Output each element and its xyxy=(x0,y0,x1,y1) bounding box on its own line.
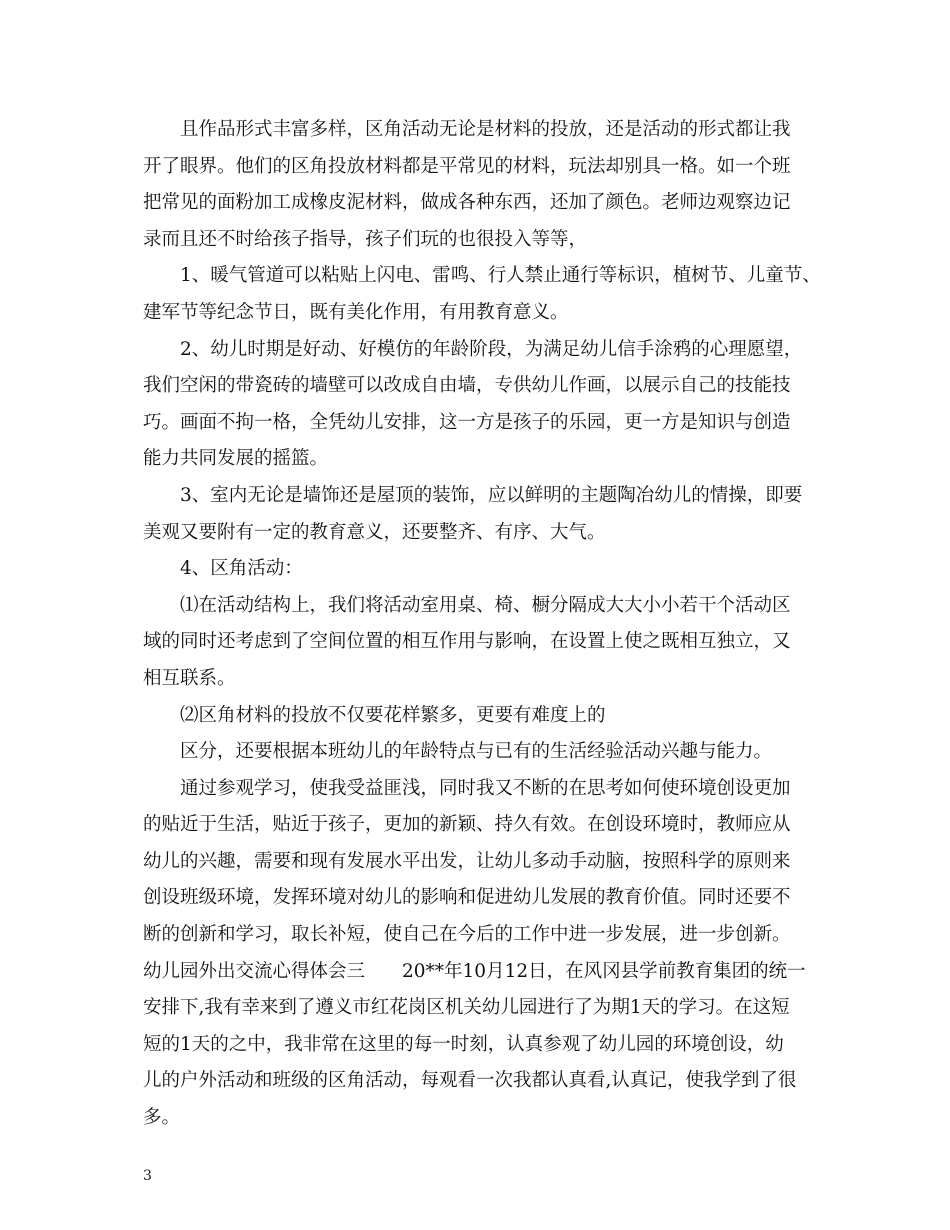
text-line: 我们空闲的带瓷砖的墙壁可以改成自由墙，专供幼儿作画，以展示自己的技能技 xyxy=(143,375,791,397)
text-line: 2、幼儿时期是好动、好模仿的年龄阶段，为满足幼儿信手涂鸦的心理愿望， xyxy=(180,338,803,360)
text-line: 安排下,我有幸来到了遵义市红花岗区机关幼儿园进行了为期1天的学习。在这短 xyxy=(143,997,790,1019)
text-line: 能力共同发展的摇篮。 xyxy=(143,448,329,470)
text-line: 且作品形式丰富多样，区角活动无论是材料的投放，还是活动的形式都让我 xyxy=(180,119,791,140)
text-line: 通过参观学习，使我受益匪浅，同时我又不断的在思考如何使环境创设更加 xyxy=(180,777,791,799)
text-line: 儿的户外活动和班级的区角活动，每观看一次我都认真看,认真记，使我学到了很 xyxy=(143,1070,797,1092)
page-number: 3 xyxy=(143,1168,152,1184)
text-line: 4、区角活动： xyxy=(180,558,303,580)
text-line: 录而且还不时给孩子指导，孩子们玩的也很投入等等， xyxy=(143,228,588,250)
text-line: 的贴近于生活，贴近于孩子，更加的新颖、持久有效。在创设环境时，教师应从 xyxy=(143,814,791,836)
text-line: 区分，还要根据本班幼儿的年龄特点与已有的生活经验活动兴趣与能力。 xyxy=(180,741,773,763)
text-line: 幼儿园外出交流心得体会三 20**年10月12日，在风冈县学前教育集团的统一 xyxy=(143,960,806,982)
text-line: 巧。画面不拘一格，全凭幼儿安排，这一方是孩子的乐园，更一方是知识与创造 xyxy=(143,411,791,433)
text-line: 3、室内无论是墙饰还是屋顶的装饰，应以鲜明的主题陶冶幼儿的情操，即要 xyxy=(180,484,803,506)
body-text xyxy=(143,112,821,1137)
text-line: 域的同时还考虑到了空间位置的相互作用与影响，在设置上使之既相互独立，又 xyxy=(143,631,791,653)
text-line: 相互联系。 xyxy=(143,667,236,689)
text-line: 幼儿的兴趣，需要和现有发展水平出发，让幼儿多动手动脑，按照科学的原则来 xyxy=(143,850,791,872)
text-line: 开了眼界。他们的区角投放材料都是平常见的材料，玩法却别具一格。如一个班 xyxy=(143,155,791,177)
text-line: 断的创新和学习，取长补短，使自己在今后的工作中进一步发展，进一步创新。 xyxy=(143,924,791,946)
text-line: 创设班级环境，发挥环境对幼儿的影响和促进幼儿发展的教育价值。同时还要不 xyxy=(143,887,791,909)
text-line: 把常见的面粉加工成橡皮泥材料，做成各种东西，还加了颜色。老师边观察边记 xyxy=(143,192,791,214)
text-line: ⑵区角材料的投放不仅要花样繁多，更要有难度上的 xyxy=(180,704,606,726)
text-line: ⑴在活动结构上，我们将活动室用桌、椅、橱分隔成大大小小若干个活动区 xyxy=(180,594,791,616)
text-line: 多。 xyxy=(143,1107,181,1129)
text-line: 短的1天的之中，我非常在这里的每一时刻，认真参观了幼儿园的环境创设，幼 xyxy=(143,1033,784,1055)
text-line: 1、暖气管道可以粘贴上闪电、雷鸣、行人禁止通行等标识，植树节、儿童节、 xyxy=(180,265,821,287)
text-line: 美观又要附有一定的教育意义，还要整齐、有序、大气。 xyxy=(143,521,606,543)
text-line: 建军节等纪念节日，既有美化作用，有用教育意义。 xyxy=(143,301,569,323)
